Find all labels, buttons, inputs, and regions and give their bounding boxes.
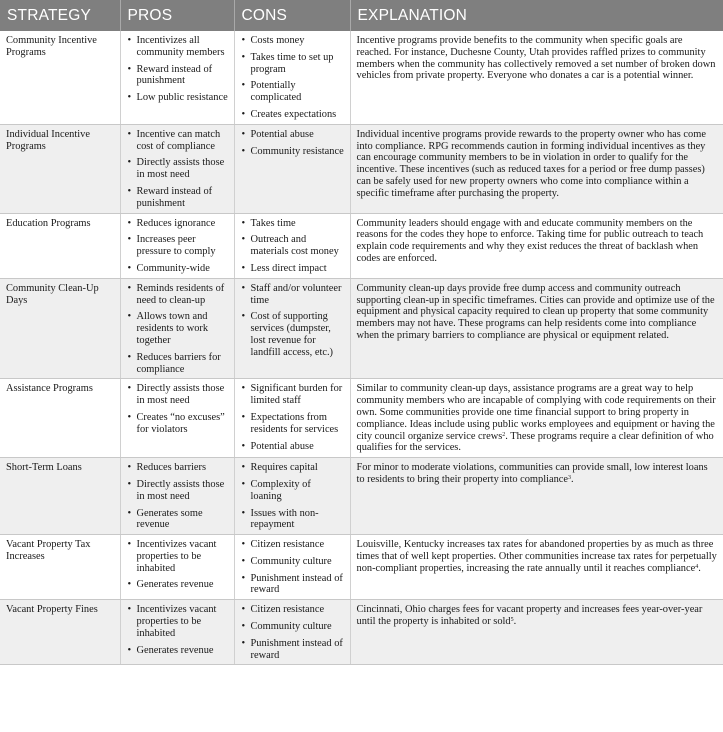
pros-cell — [120, 278, 234, 379]
pro-item: • Reward instead of punishment — [127, 64, 229, 88]
con-item: • Potentially complicated — [241, 80, 345, 104]
explanation-text: Cincinnati, Ohio charges fees for vacant property and increases fees year-over-year until the property is inhabited or sold — [356, 604, 703, 628]
cons-cell — [234, 31, 350, 124]
pros-cell — [120, 213, 234, 278]
pro-item: • Community-wide — [127, 263, 229, 275]
con-item: • Creates expectations — [241, 109, 345, 121]
table-header — [0, 0, 723, 31]
pros-list — [127, 283, 229, 376]
con-item: • Takes time to set up program — [241, 52, 345, 76]
explanation-text: Community clean-up days provide free dump access and community outreach supporting clean-up in specific timeframes. Cities can provide and optimize use of the equipment and physical capacity required to clean up property that some community members may not have. These programs can help residents come into compliance when the primary barriers to compliance are physical or equipment related. — [356, 282, 715, 341]
pro-item: • Low public resistance — [127, 92, 229, 104]
strategy-cell: Short-Term Loans — [0, 458, 120, 535]
explanation-cell — [350, 278, 723, 379]
header-pros: PROS — [120, 0, 234, 31]
footnote-marker: 3 — [568, 474, 572, 481]
pro-item: • Reminds residents of need to clean-up — [127, 283, 229, 307]
cons-cell — [234, 278, 350, 379]
pros-list — [127, 539, 229, 591]
cons-list — [241, 218, 345, 275]
cons-list — [241, 129, 345, 158]
pros-list — [127, 462, 229, 531]
table-row — [0, 278, 723, 379]
con-item: • Community culture — [241, 621, 345, 633]
cons-list — [241, 383, 345, 452]
pros-list — [127, 604, 229, 656]
con-item: • Community culture — [241, 556, 345, 568]
pros-list — [127, 218, 229, 275]
cons-cell — [234, 213, 350, 278]
strategy-cell: Education Programs — [0, 213, 120, 278]
pros-list — [127, 129, 229, 210]
pro-item: • Incentivizes all community members — [127, 35, 229, 59]
pro-item: • Generates revenue — [127, 579, 229, 591]
explanation-tail: . These programs require a clear definition of who qualifies for the services. — [356, 430, 714, 454]
explanation-cell — [350, 600, 723, 665]
table-row — [0, 213, 723, 278]
con-item: • Cost of supporting services (dumpster, lost revenue for landfill access, etc.) — [241, 311, 345, 358]
table-row — [0, 600, 723, 665]
cons-list — [241, 283, 345, 359]
pros-list — [127, 383, 229, 435]
strategy-cell: Community Clean-Up Days — [0, 278, 120, 379]
pro-item: • Directly assists those in most need — [127, 383, 229, 407]
explanation-cell — [350, 124, 723, 213]
con-item: • Potential abuse — [241, 441, 345, 453]
header-strategy: STRATEGY — [0, 0, 120, 31]
strategy-cell: Community Incentive Programs — [0, 31, 120, 124]
pros-cell — [120, 31, 234, 124]
pro-item: • Reduces barriers for compliance — [127, 352, 229, 376]
explanation-cell — [350, 535, 723, 600]
explanation-tail: . — [698, 562, 701, 574]
pros-cell — [120, 600, 234, 665]
cons-list — [241, 35, 345, 121]
explanation-cell — [350, 458, 723, 535]
explanation-cell — [350, 379, 723, 458]
pro-item: • Directly assists those in most need — [127, 479, 229, 503]
con-item: • Citizen resistance — [241, 604, 345, 616]
explanation-text: Similar to community clean-up days, assistance programs are a great way to help community members who are incapable of complying with code requirements on their own. Some communities provide one time financial support to bring property in compliance. Ideas include using public works employees and equipment or having the city council organize service crews — [356, 383, 716, 442]
pro-item: • Reduces ignorance — [127, 218, 229, 230]
footnote-marker: 5 — [510, 617, 514, 624]
con-item: • Requires capital — [241, 462, 345, 474]
pros-list — [127, 35, 229, 104]
cons-list — [241, 604, 345, 661]
table-row — [0, 124, 723, 213]
pros-cell — [120, 379, 234, 458]
pro-item: • Incentivizes vacant properties to be inhabited — [127, 539, 229, 574]
con-item: • Staff and/or volunteer time — [241, 283, 345, 307]
explanation-text: For minor to moderate violations, communities can provide small, low interest loans to residents to bring their property into compliance — [356, 462, 708, 485]
strategy-cell: Individual Incentive Programs — [0, 124, 120, 213]
table-body — [0, 31, 723, 665]
table-row — [0, 31, 723, 124]
cons-list — [241, 462, 345, 531]
pro-item: • Incentive can match cost of compliance — [127, 129, 229, 153]
pro-item: • Reduces barriers — [127, 462, 229, 474]
explanation-tail: . — [571, 473, 574, 485]
con-item: • Expectations from residents for services — [241, 412, 345, 436]
con-item: • Punishment instead of reward — [241, 638, 345, 662]
con-item: • Less direct impact — [241, 263, 345, 275]
explanation-tail: . — [513, 616, 517, 628]
footnote-marker: 4 — [695, 563, 699, 570]
con-item: • Significant burden for limited staff — [241, 383, 345, 407]
explanation-cell — [350, 31, 723, 124]
header-row — [0, 0, 723, 31]
strategy-cell: Assistance Programs — [0, 379, 120, 458]
con-item: • Complexity of loaning — [241, 479, 345, 503]
pro-item: • Generates some revenue — [127, 508, 229, 532]
pro-item: • Reward instead of punishment — [127, 186, 229, 210]
con-item: • Community resistance — [241, 146, 345, 158]
con-item: • Costs money — [241, 35, 345, 47]
pro-item: • Generates revenue — [127, 645, 229, 657]
table-row — [0, 458, 723, 535]
cons-cell — [234, 458, 350, 535]
cons-cell — [234, 379, 350, 458]
cons-cell — [234, 600, 350, 665]
pro-item: • Allows town and residents to work together — [127, 311, 229, 346]
pro-item: • Increases peer pressure to comply — [127, 234, 229, 258]
explanation-text: Incentive programs provide benefits to the community when specific goals are reached. For instance, Duchesne County, Utah provides raffled prizes to community members when the community has collectively removed a set number of broken down vehicles from private property. Everyone who donates a car is a potential winner. — [356, 35, 716, 82]
cons-cell — [234, 535, 350, 600]
pro-item: • Incentivizes vacant properties to be inhabited — [127, 604, 229, 639]
con-item: • Issues with non-repayment — [241, 508, 345, 532]
cons-cell — [234, 124, 350, 213]
explanation-text: Individual incentive programs provide rewards to the property owner who has come into compliance. RPG recommends caution in forming individual incentives as they can encourage community members to be in violation in order to qualify for the incentive. These incentives (such as reduced taxes for a period or free dump passes) can be safely used for new property owners who come into compliance within a specific timeframe after purchasing the property. — [356, 128, 706, 199]
footnote-marker: 2 — [502, 431, 506, 438]
pros-cell — [120, 124, 234, 213]
cons-list — [241, 539, 345, 596]
header-explanation: EXPLANATION — [350, 0, 723, 31]
con-item: • Potential abuse — [241, 129, 345, 141]
con-item: • Citizen resistance — [241, 539, 345, 551]
explanation-text: Community leaders should engage with and educate community members on the reasons for the codes they hope to enforce. Taking time for public outreach to teach explain code requirements and why they exist reduces the threat of backlash when codes are enforced. — [356, 217, 704, 264]
pro-item: • Creates “no excuses” for violators — [127, 412, 229, 436]
pros-cell — [120, 535, 234, 600]
strategy-cell: Vacant Property Fines — [0, 600, 120, 665]
con-item: • Takes time — [241, 218, 345, 230]
explanation-cell — [350, 213, 723, 278]
con-item: • Punishment instead of reward — [241, 573, 345, 597]
table-row — [0, 535, 723, 600]
pro-item: • Directly assists those in most need — [127, 157, 229, 181]
header-cons: CONS — [234, 0, 350, 31]
pros-cell — [120, 458, 234, 535]
con-item: • Outreach and materials cost money — [241, 234, 345, 258]
strategy-cell: Vacant Property Tax Increases — [0, 535, 120, 600]
explanation-text: Louisville, Kentucky increases tax rates for abandoned properties by as much as three times that of well kept properties. Other communities increase tax rates for perpetually non-compliant properties, increasing the rate annually until it reaches compliance — [356, 539, 717, 574]
table-row — [0, 379, 723, 458]
